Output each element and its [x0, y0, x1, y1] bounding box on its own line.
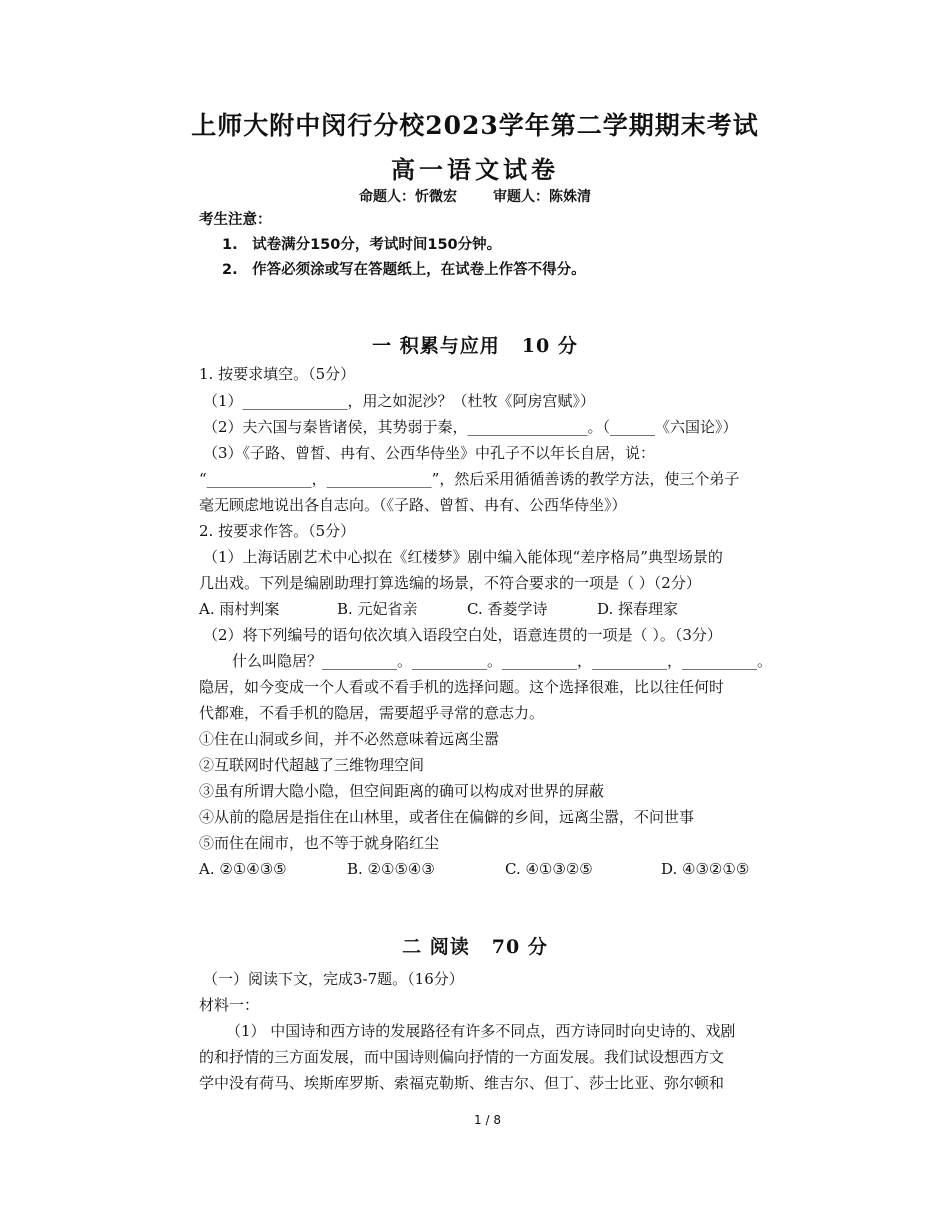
- q2-part1-line-a: （1）上海话剧艺术中心拟在《红楼梦》剧中编入能体现“差序格局”典型场景的: [203, 548, 723, 566]
- option-a: A. ②①④③⑤: [199, 860, 287, 878]
- sentence-3: ③虽有所谓大隐小隐，但空间距离的确可以构成对世界的屏蔽: [199, 782, 605, 800]
- notice-item-2: 2. 作答必须涂或写在答题纸上，在试卷上作答不得分。: [222, 262, 586, 278]
- q1-stem: 1. 按要求填空。（5分）: [199, 365, 356, 383]
- sentence-1: ①住在山洞或乡间，并不必然意味着远离尘嚣: [199, 730, 500, 748]
- notice-item-1: 1. 试卷满分150分，考试时间150分钟。: [222, 237, 502, 253]
- option-a: A. 雨村判案: [199, 600, 280, 618]
- reviewer: 审题人：陈姝清: [493, 189, 591, 205]
- exam-title: 上师大附中闵行分校2023学年第二学期期末考试: [191, 111, 759, 140]
- q1-line-3-end: 毫无顾虑地说出各自志向。（《子路、曾皙、冉有、公西华侍坐》）: [199, 496, 627, 514]
- section-1-score: 10 分: [521, 335, 578, 357]
- q2-stem: 2. 按要求作答。（5分）: [199, 522, 356, 540]
- paragraph-line-2: 的和抒情的三方面发展，而中国诗则偏向抒情的一方面发展。我们试设想西方文: [199, 1048, 725, 1066]
- q1-line-2: （2）夫六国与秦皆诸侯，其势弱于秦，________________。（______《六国论》）: [203, 418, 738, 436]
- q2-part2-text-1: 隐居，如今变成一个人看或不看手机的选择问题。这个选择很难，比以往任何时: [199, 678, 725, 696]
- paragraph-line-3: 学中没有荷马、埃斯库罗斯、索福克勒斯、维吉尔、但丁、莎士比亚、弥尔顿和: [199, 1074, 725, 1092]
- notice-heading: 考生注意：: [199, 212, 272, 228]
- q1-line-3: （3）《子路、曾皙、冉有、公西华侍坐》中孔子不以年长自居，说：: [203, 444, 656, 462]
- q2-part1-line-b: 几出戏。下列是编剧助理打算选编的场景，不符合要求的一项是（ ）（2分）: [199, 574, 701, 592]
- exam-subtitle: 高一语文试卷: [391, 155, 559, 184]
- section-2-heading: [0, 932, 950, 959]
- material-label: 材料一：: [199, 996, 260, 1014]
- option-d: D. ④③②①⑤: [661, 860, 750, 878]
- option-b: B. 元妃省亲: [337, 600, 418, 618]
- q2-part2-blanks: 什么叫隐居？__________。__________。__________，__________，__________。: [232, 652, 773, 670]
- section-2-title: 二 阅读: [402, 936, 470, 958]
- option-b: B. ②①⑤④③: [347, 860, 435, 878]
- option-c: C. ④①③②⑤: [505, 860, 593, 878]
- reading-part-1: （一）阅读下文，完成3-7题。（16分）: [203, 970, 464, 988]
- q1-line-3-cont: “______________，______________”，然后采用循循善诱的教学方法，使三个弟子: [199, 470, 740, 488]
- authors-line: [0, 186, 950, 206]
- section-2-score: 70 分: [491, 936, 548, 958]
- option-d: D. 探春理家: [597, 600, 679, 618]
- sentence-5: ⑤而住在闹市，也不等于就身陷红尘: [199, 834, 440, 852]
- section-1-title: 一 积累与应用: [372, 335, 500, 357]
- q1-line-1: （1）______________，用之如泥沙？（杜牧《阿房宫赋》）: [203, 392, 596, 410]
- sentence-4: ④从前的隐居是指住在山林里，或者住在偏僻的乡间，远离尘嚣，不问世事: [199, 808, 695, 826]
- q2-part2-options: [199, 860, 749, 878]
- option-c: C. 香菱学诗: [467, 600, 548, 618]
- page-number: 1 / 8: [474, 1113, 501, 1127]
- q2-part1-options: [199, 598, 678, 619]
- paragraph-line-1: （1） 中国诗和西方诗的发展路径有许多不同点，西方诗同时向史诗的、戏剧: [226, 1022, 736, 1040]
- sentence-2: ②互联网时代超越了三维物理空间: [199, 756, 425, 774]
- q2-part2-text-2: 代都难，不看手机的隐居，需要超乎寻常的意志力。: [199, 704, 545, 722]
- setter: 命题人：忻微宏: [359, 189, 457, 205]
- section-1-heading: [0, 331, 950, 358]
- q2-part2-line-a: （2）将下列编号的语句依次填入语段空白处，语意连贯的一项是（ ）。（3分）: [203, 626, 722, 644]
